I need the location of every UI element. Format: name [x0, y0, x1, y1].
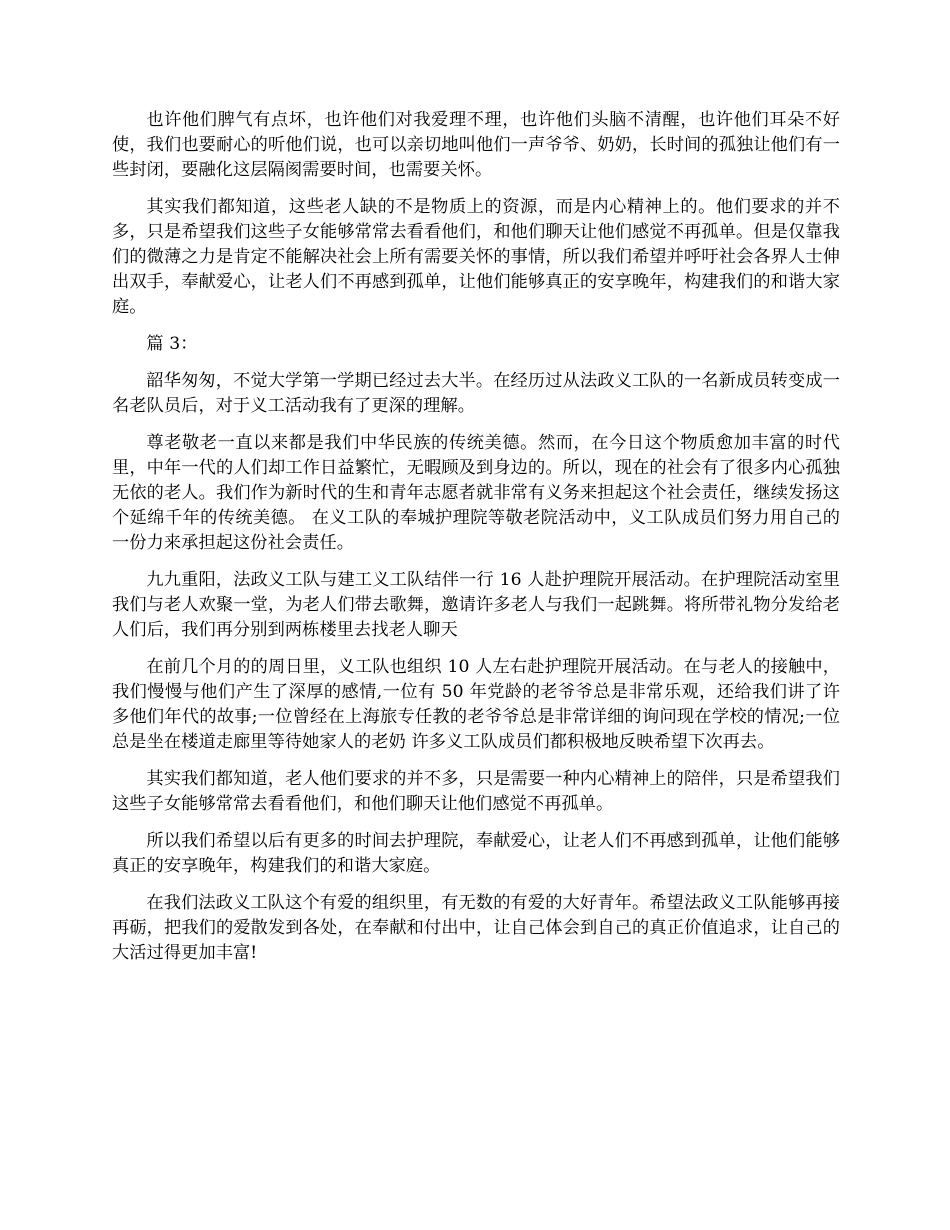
- paragraph-1: 也许他们脾气有点坏，也许他们对我爱理不理，也许他们头脑不清醒，也许他们耳朵不好使，我们也要耐心的听他们说，也可以亲切地叫他们一声爷爷、奶奶，长时间的孤独让他们有一些封闭，要融化这层隔阂需要时间，也需要关怀。: [112, 110, 840, 180]
- paragraph-7: 其实我们都知道，老人他们要求的并不多，只是需要一种内心精神上的陪伴，只是希望我们这些子女能够常常去看看他们，和他们聊天让他们感觉不再孤单。: [112, 769, 840, 814]
- paragraph-9: 在我们法政义工队这个有爱的组织里，有无数的有爱的大好青年。希望法政义工队能够再接再砺，把我们的爱散发到各处，在奉献和付出中，让自己体会到自己的真正价值追求，让自己的大活过得更加丰富!: [112, 893, 840, 963]
- document-body: [112, 108, 840, 978]
- paragraph-6: 在前几个月的的周日里，义工队也组织 10 人左右赴护理院开展活动。在与老人的接触中，我们慢慢与他们产生了深厚的感情,一位有 50 年党龄的老爷爷总是非常乐观，还给我们讲了许多他们年代的故事;一位曾经在上海旅专任教的老爷爷总是非常详细的询问现在学校的情况;一位总是坐在楼道走廊里等待她家人的老奶 许多义工队成员们都积极地反映希望下次再去。: [112, 657, 840, 752]
- paragraph-3: 韶华匆匆，不觉大学第一学期已经过去大半。在经历过从法政义工队的一名新成员转变成一名老队员后，对于义工活动我有了更深的理解。: [112, 371, 840, 416]
- paragraph-5: 九九重阳，法政义工队与建工义工队结伴一行 16 人赴护理院开展活动。在护理院活动室里我们与老人欢聚一堂，为老人们带去歌舞，邀请许多老人与我们一起跳舞。将所带礼物分发给老人们后，我们再分别到两栋楼里去找老人聊天: [112, 570, 840, 640]
- paragraph-4: 尊老敬老一直以来都是我们中华民族的传统美德。然而，在今日这个物质愈加丰富的时代里，中年一代的人们却工作日益繁忙，无暇顾及到身边的。所以，现在的社会有了很多内心孤独无依的老人。我们作为新时代的生和青年志愿者就非常有义务来担起这个社会责任，继续发扬这个延绵千年的传统美德。 在义工队的奉城护理院等敬老院活动中，义工队成员们努力用自己的一份力来承担起这份社会责任。: [112, 433, 840, 553]
- paragraph-8: 所以我们希望以后有更多的时间去护理院，奉献爱心，让老人们不再感到孤单，让他们能够真正的安享晚年，构建我们的和谐大家庭。: [112, 831, 840, 876]
- paragraph-2: 其实我们都知道，这些老人缺的不是物质上的资源，而是内心精神上的。他们要求的并不多，只是希望我们这些子女能够常常去看看他们，和他们聊天让他们感觉不再孤单。但是仅靠我们的微薄之力是肯定不能解决社会上所有需要关怀的事情，所以我们希望并呼吁社会各界人士伸出双手，奉献爱心，让老人们不再感到孤单，让他们能够真正的安享晚年，构建我们的和谐大家庭。: [112, 197, 840, 317]
- section-heading: 篇 3：: [146, 334, 198, 354]
